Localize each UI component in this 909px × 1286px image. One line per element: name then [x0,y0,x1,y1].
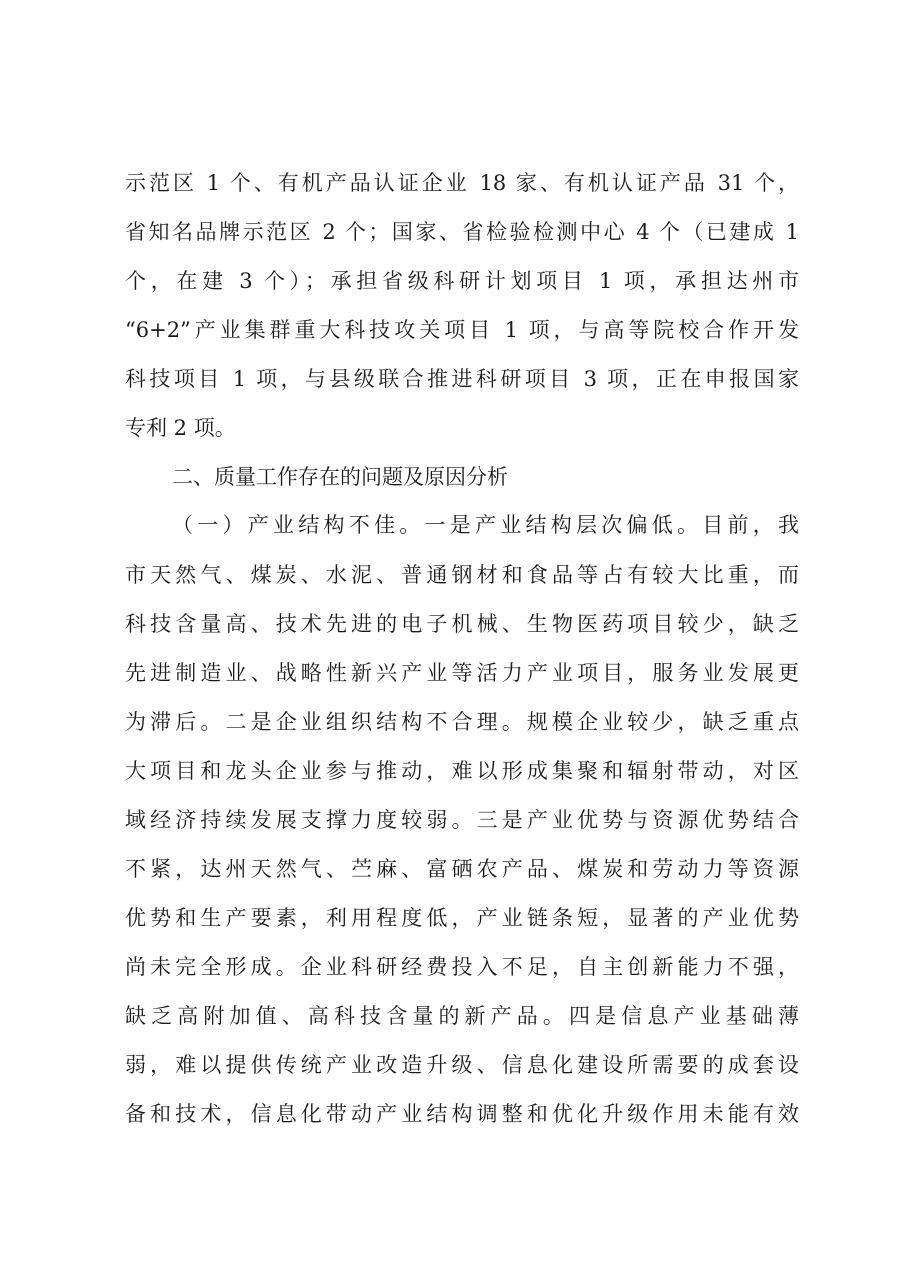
paragraph2-line-1: （一）产业结构不佳。一是产业结构层次偏低。目前，我 [172,513,799,537]
paragraph2-line-9: 优势和生产要素，利用程度低，产业链条短，显著的产业优势 [125,906,799,930]
paragraph2-line-11: 缺乏高附加值、高科技含量的新产品。四是信息产业基础薄 [125,1004,799,1028]
paragraph2-line-4: 先进制造业、战略性新兴产业等活力产业项目，服务业发展更 [125,661,799,685]
paragraph1-line-3: 个，在建 3 个）；承担省级科研计划项目 1 项，承担达州市 [125,269,799,293]
paragraph2-line-6: 大项目和龙头企业参与推动，难以形成集聚和辐射带动，对区 [125,759,799,783]
paragraph2-line-12: 弱，难以提供传统产业改造升级、信息化建设所需要的成套设 [125,1053,799,1077]
section-heading: 二、质量工作存在的问题及原因分析 [172,465,508,489]
paragraph1-line-5: 科技项目 1 项，与县级联合推进科研项目 3 项，正在申报国家 [125,367,799,391]
paragraph2-line-13: 备和技术，信息化带动产业结构调整和优化升级作用未能有效 [125,1102,799,1126]
paragraph2-line-7: 域经济持续发展支撑力度较弱。三是产业优势与资源优势结合 [125,808,799,832]
paragraph1-line-2: 省知名品牌示范区 2 个；国家、省检验检测中心 4 个（已建成 1 [125,220,799,244]
paragraph2-line-8: 不紧，达州天然气、苎麻、富硒农产品、煤炭和劳动力等资源 [125,857,799,881]
paragraph1-line-6: 专利 2 项。 [125,416,236,440]
paragraph2-line-3: 科技含量高、技术先进的电子机械、生物医药项目较少，缺乏 [125,612,799,636]
paragraph2-line-10: 尚未完全形成。企业科研经费投入不足，自主创新能力不强， [125,955,799,979]
paragraph2-line-2: 市天然气、煤炭、水泥、普通钢材和食品等占有较大比重，而 [125,563,799,587]
paragraph1-line-1: 示范区 1 个、有机产品认证企业 18 家、有机认证产品 31 个， [125,171,799,195]
paragraph2-line-5: 为滞后。二是企业组织结构不合理。规模企业较少，缺乏重点 [125,710,799,734]
paragraph1-line-4: “6+2”产业集群重大科技攻关项目 1 项，与高等院校合作开发 [125,318,799,342]
